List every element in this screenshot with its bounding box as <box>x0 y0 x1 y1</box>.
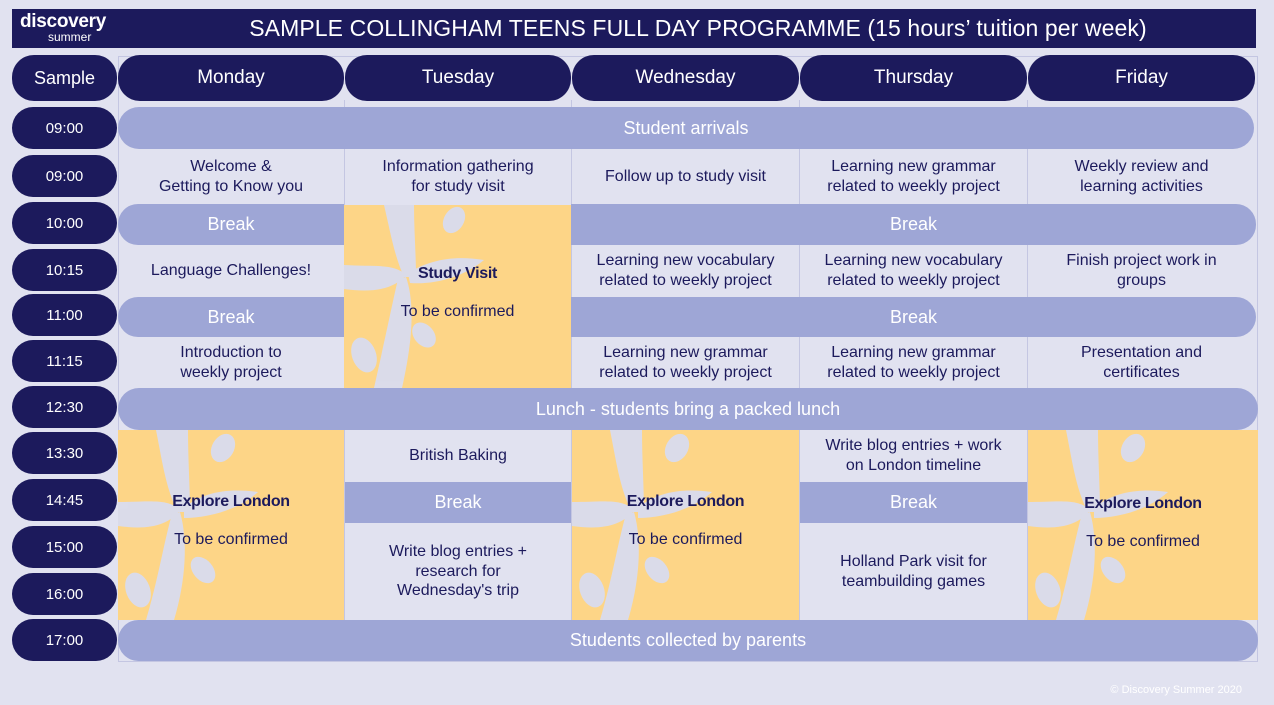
copyright-notice: © Discovery Summer 2020 <box>1110 684 1242 696</box>
lesson-cell: Welcome & Getting to Know you <box>158 158 304 195</box>
lesson-cell: Learning new grammar related to weekly project <box>827 344 1000 381</box>
logo-line2: summer <box>48 30 92 44</box>
time-label: 15:00 <box>12 526 117 568</box>
day-header-tuesday: Tuesday <box>345 55 571 101</box>
activity-subtitle: To be confirmed <box>628 531 743 548</box>
time-label: 11:15 <box>12 340 117 382</box>
time-label: 09:00 <box>12 155 117 197</box>
activity-subtitle: To be confirmed <box>1086 533 1200 550</box>
activity-title: Study Visit <box>417 265 498 282</box>
lunch-band: Lunch - students bring a packed lunch <box>118 388 1258 430</box>
time-label: 12:30 <box>12 386 117 428</box>
explore-london-block-friday <box>1028 430 1258 620</box>
lesson-cell: Finish project work in groups <box>1066 252 1217 289</box>
time-label: 13:30 <box>12 432 117 474</box>
break-band-monday-2: Break <box>118 297 344 337</box>
splash-graphic <box>1028 430 1258 620</box>
time-label: 16:00 <box>12 573 117 615</box>
break-band-wed-fri-1: Break <box>571 204 1256 245</box>
time-label: 10:15 <box>12 249 117 291</box>
splash-graphic <box>118 430 344 620</box>
arrivals-band: Student arrivals <box>118 107 1254 149</box>
activity-title: Explore London <box>172 493 290 510</box>
lesson-cell: Learning new vocabulary related to weekly project <box>824 252 1003 289</box>
day-header-wednesday: Wednesday <box>572 55 799 101</box>
lesson-cell: Weekly review and learning activities <box>1074 158 1209 195</box>
splash-graphic <box>572 430 799 620</box>
lesson-cell: Information gathering for study visit <box>382 158 534 195</box>
explore-london-block-monday <box>118 430 344 620</box>
break-band-thursday: Break <box>800 482 1027 523</box>
lesson-cell: Write blog entries + work on London timeline <box>825 437 1002 474</box>
corner-label: Sample <box>12 55 117 101</box>
lesson-cell: Learning new grammar related to weekly project <box>599 344 772 381</box>
activity-title: Explore London <box>1084 495 1202 512</box>
time-label: 09:00 <box>12 107 117 149</box>
day-header-thursday: Thursday <box>800 55 1027 101</box>
splash-graphic <box>344 205 571 388</box>
lesson-cell: Introduction to weekly project <box>180 344 282 381</box>
lesson-cell: Presentation and certificates <box>1081 344 1202 381</box>
break-band-monday-1: Break <box>118 204 344 245</box>
study-visit-block <box>344 205 571 388</box>
activity-subtitle: To be confirmed <box>400 303 515 320</box>
lesson-cell: Language Challenges! <box>150 262 312 280</box>
time-label: 14:45 <box>12 479 117 521</box>
logo-line1: discovery <box>20 11 107 32</box>
time-label: 10:00 <box>12 202 117 244</box>
activity-title: Explore London <box>626 493 745 510</box>
time-label: 17:00 <box>12 619 117 661</box>
time-label: 11:00 <box>12 294 117 336</box>
break-band-tuesday: Break <box>345 482 571 523</box>
lesson-cell: Learning new vocabulary related to weekly project <box>596 252 775 289</box>
lesson-cell: Holland Park visit for teambuilding games <box>840 552 987 590</box>
collected-band: Students collected by parents <box>118 620 1258 661</box>
day-header-monday: Monday <box>118 55 344 101</box>
discovery-summer-logo <box>20 12 106 43</box>
lesson-cell: Learning new grammar related to weekly project <box>827 158 1000 195</box>
explore-london-block-wednesday <box>572 430 799 620</box>
lesson-cell: British Baking <box>409 447 507 465</box>
lesson-cell: Write blog entries + research for Wednesday's trip <box>389 543 527 600</box>
page-title: SAMPLE COLLINGHAM TEENS FULL DAY PROGRAMME (15 hours’ tuition per week) <box>249 15 1147 41</box>
day-header-friday: Friday <box>1028 55 1255 101</box>
activity-subtitle: To be confirmed <box>174 531 288 548</box>
break-band-wed-fri-2: Break <box>571 297 1256 337</box>
lesson-cell: Follow up to study visit <box>605 168 766 186</box>
